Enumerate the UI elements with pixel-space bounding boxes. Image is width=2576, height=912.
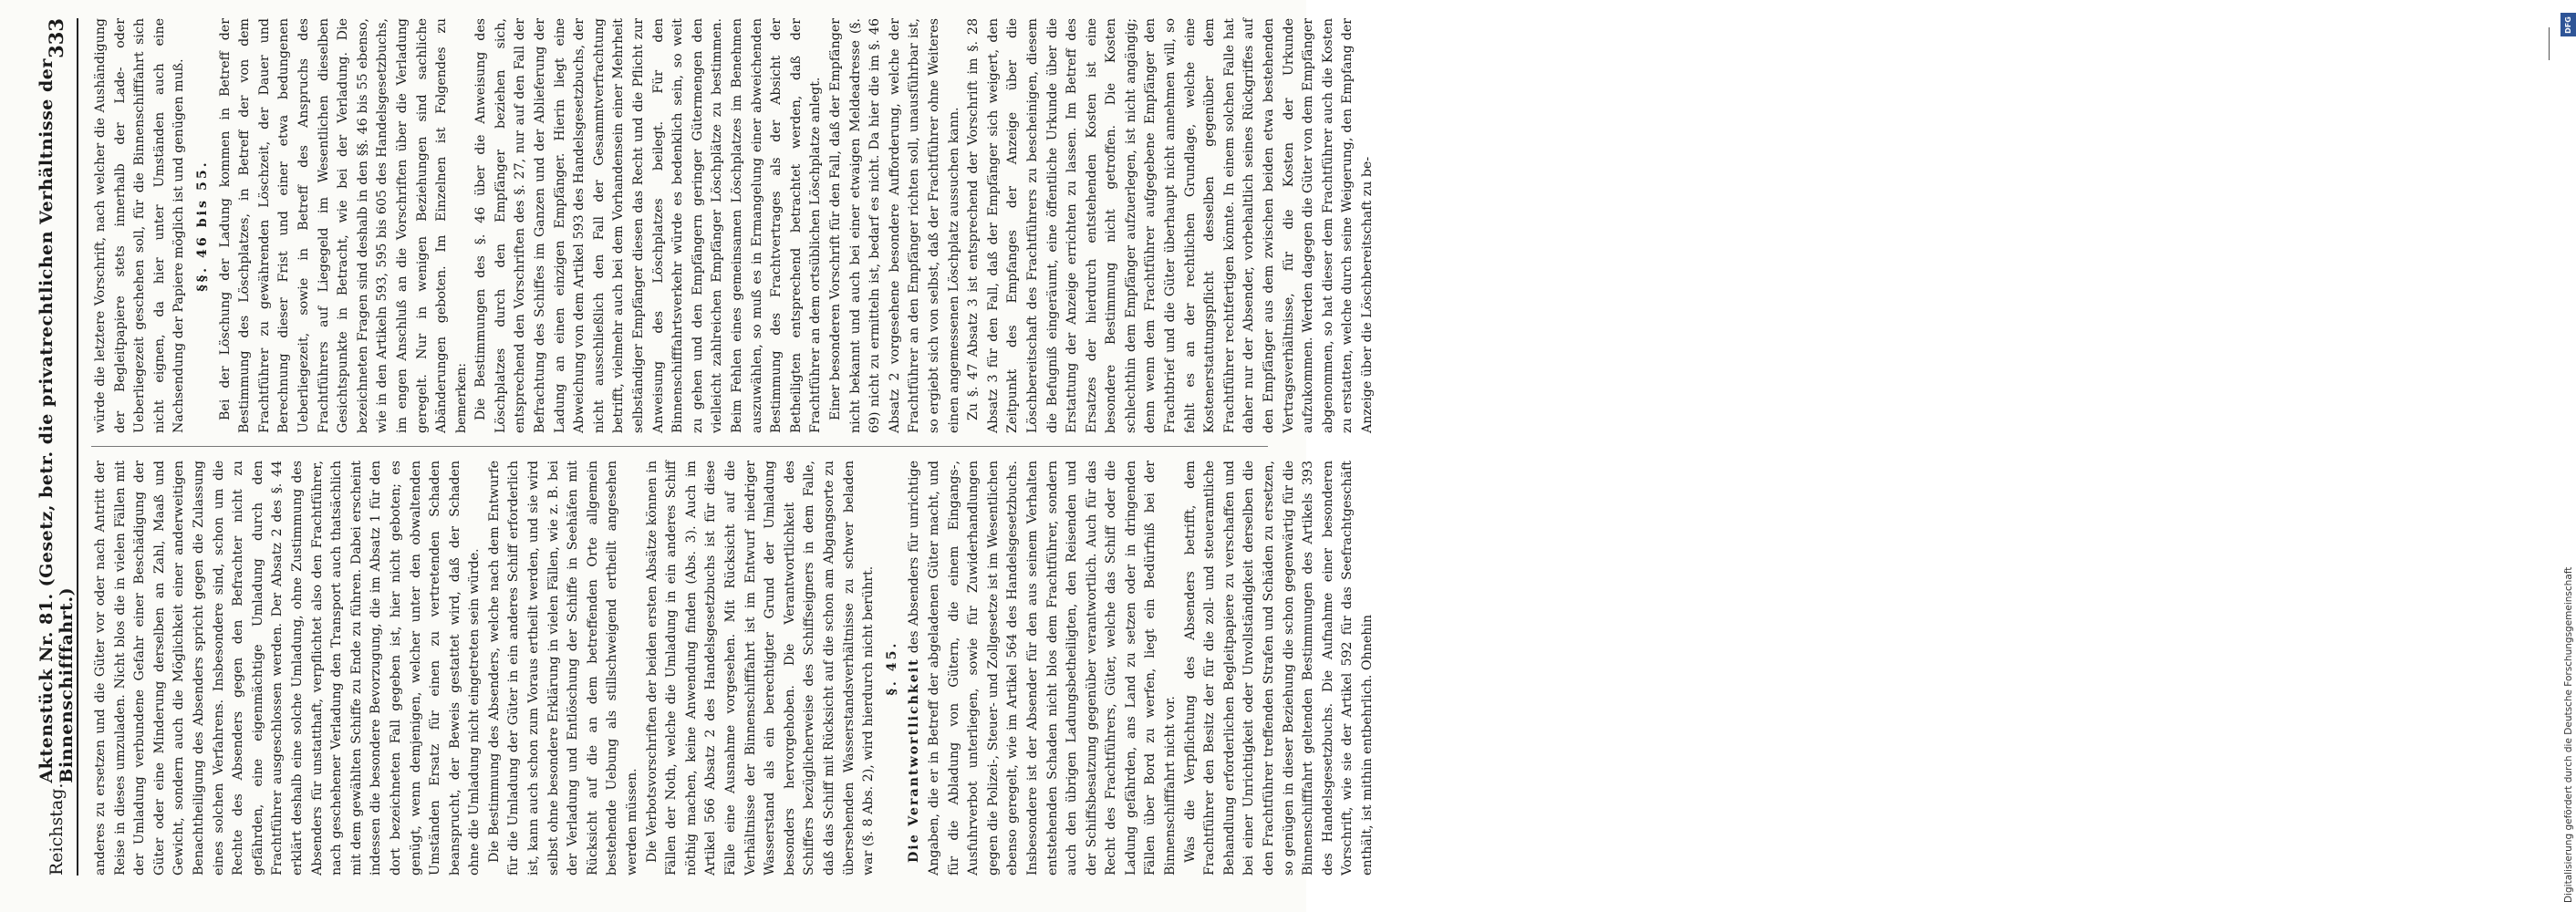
paragraph-lead: Die Verantwortlichkeit	[907, 658, 922, 863]
paragraph: anderes zu ersetzen und die Güter vor oder nach Antritt der Reise in dieses umzuladen. Nicht blos die in vielen Fällen mit der Umladung verbundene Gefahr einer Beschädigung der Güter oder eine Minderung derselben an Zahl, Maaß und Gewicht, sondern auch die Möglichkeit einer anderweitigen Benachtheiligung des Absenders spricht gegen die Zulassung eines solchen Verfahrens. Insbesondere sind, schon um die Rechte des Absenders gegen den Befrachter nicht zu gefährden, eine eigenmächtige Umladung durch den Frachtführer ausgeschlossen werden. Der Absatz 2 des §. 44 erklärt deshalb eine solche Umladung, ohne Zustimmung des Absenders für unstatthaft, verpflichtet also den Frachtführer, nach geschehener Verladung den Transport auch thatsächlich mit dem gewählten Schiffe zu Ende zu führen. Dabei erscheint indessen die besondere Bevorzugung, die im Absatz 1 für den dort bezeichneten Fall gegeben ist, hier nicht geboten; es genügt, wenn demjenigen, welcher unter den obwaltenden Umständen Ersatz für einen zu vertretenden Schaden beansprucht, der Beweis gestattet wird, daß der Schaden ohne die Umladung nicht eingetreten sein würde.	[93, 461, 483, 876]
running-header	[36, 18, 78, 876]
text-column-right	[91, 18, 1375, 433]
header-left: Reichstag.	[47, 782, 67, 876]
dfg-logo-icon	[2560, 13, 2576, 36]
paragraph: Zu §. 47 Absatz 3 ist entsprechend der Vorschrift im §. 28 Absatz 3 für den Fall, daß der Empfänger sich weigert, den Zeitpunkt des Empfanges der Anzeige über die Löschbereitschaft des Frachtführers zu bescheinigen, diesem die Befugniß eingeräumt, eine öffentliche Urkunde über die Erstattung der Anzeige errichten zu lassen. Im Betreff des Ersatzes der hierdurch entstehenden Kosten ist eine besondere Bestimmung nicht getroffen. Die Kosten schlechthin dem Empfänger aufzuerlegen, ist nicht angängig; denn wenn dem Frachtführer aufgegebene Empfänger den Frachtbrief und die Güter überhaupt nicht annehmen will, so fehlt es an der rechtlichen Grundlage, welche eine Kostenerstattungspflicht desselben gegenüber dem Frachtführer rechtfertigen könnte. In einem solchen Falle hat daher nur der Absender, vorbehaltlich seines Rückgriffes auf den Empfänger aus dem zwischen beiden etwa bestehenden Vertragsverhältnisse, für die Kosten der Urkunde aufzukommen. Werden dagegen die Güter von dem Empfänger abgenommen, so hat dieser dem Frachtführer auch die Kosten zu erstatten, welche durch seine Weigerung, den Empfang der Anzeige über die Löschbereitschaft zu be-	[966, 18, 1375, 433]
text-column-left	[91, 461, 1375, 876]
paragraph: Die Bestimmungen des §. 46 über die Anweisung des Löschplatzes durch den Empfänger beziehen sich, entsprechend den Vorschriften des §. 27, nur auf den Fall der Befrachtung des Schiffes im Ganzen und der Ablieferung der Ladung an einen einzigen Empfänger. Hierin liegt eine Abweichung von dem Artikel 593 des Handelsgesetzbuchs, der nicht ausschließlich den Fall der Gesammtverfrachtung betrifft, vielmehr auch bei dem Vorhandensein einer Mehrheit selbständiger Empfänger diesen das Recht und die Pflicht zur Anweisung des Löschplatzes beilegt. Für den Binnenschifffahrtsverkehr würde es bedenklich sein, so weit zu gehen und den Empfängern geringer Gütermengen den vielleicht zahlreichen Empfänger Löschplätze zu bestimmen. Beim Fehlen eines gemeinsamen Löschplatzes im Benehmen auszuwählen, so muß es in Ermangelung einer abweichenden Bestimmung des Frachtvertrages als der Absicht der Betheiligten entsprechend betrachtet werden, daß der Frachtführer an dem ortsüblichen Löschplatze anlegt.	[473, 18, 824, 433]
paragraph: würde die letztere Vorschrift, nach welcher die Aushändigung der Begleitpapiere stets innerhalb der Lade- oder Ueberliegezeit geschehen soll, für die Binnenschifffahrt sich nicht eignen, da hier unter Umständen auch eine Nachsendung der Papiere möglich ist und genügen muß.	[93, 18, 187, 433]
header-title: Aktenstück Nr. 81. (Gesetz, betr. die privatrechtlichen Verhältnisse der Binnenschifffahrt.)	[36, 58, 77, 783]
paragraph: Bei der Löschung der Ladung kommen in Betreff der Bestimmung des Löschplatzes, in Betreff der von dem Frachtführer zu gewährenden Löschzeit, der Dauer und Berechnung dieser Frist und einer etwa bedungenen Ueberliegezeit, sowie in Betreff des Anspruchs des Frachtführers auf Liegegeld im Wesentlichen dieselben Gesichtspunkte in Betracht, wie bei der Verladung. Die bezeichneten Fragen sind deshalb in den §§. 46 bis 55 ebenso, wie in den Artikeln 593, 595 bis 605 des Handelsgesetzbuchs, im engen Anschluß an die Vorschriften über die Verladung geregelt. Nur in wenigen Beziehungen sind sachliche Abänderungen geboten. Im Einzelnen ist Folgendes zu bemerken:	[217, 18, 469, 433]
paragraph-text: des Absenders für unrichtige Angaben, die er in Betreff der abgeladenen Güter macht, und für die Abladung von Gütern, die einem Eingangs-, Ausfuhrverbot unterliegen, sowie für Zuwiderhandlungen gegen die Polizei-, Steuer- und Zollgesetze ist im Wesentlichen ebenso geregelt, wie im Artikel 564 des Handelsgesetzbuchs. Insbesondere ist der Absender für den aus seinem Verhalten entstehenden Schaden nicht blos dem Frachtführer, sondern auch den übrigen Ladungsbetheiligten, den Reisenden und der Schiffsbesatzung gegenüber verantwortlich. Auch für das Recht des Frachtführers, Güter, welche das Schiff oder die Ladung gefährden, ans Land zu setzen oder in dringenden Fällen über Bord zu werfen, liegt ein Bedürfniß bei der Binnenschifffahrt nicht vor.	[907, 461, 1179, 876]
column-divider	[91, 446, 1268, 447]
crop-mark	[2549, 27, 2550, 60]
rotated-page	[36, 18, 1375, 876]
paragraph: Die Verbotsvorschriften der beiden ersten Absätze können in Fällen der Noth, welche die Umladung in ein anderes Schiff nöthig machen, keine Anwendung finden (Abs. 3). Auch im Artikel 566 Absatz 2 des Handelsgesetzbuchs ist für diese Fälle eine Ausnahme vorgesehen. Mit Rücksicht auf die Verhältnisse der Binnenschifffahrt ist im Entwurf niedriger Wasserstand als ein berechtigter Grund der Umladung besonders hervorgehoben. Die Verantwortlichkeit des Schiffers bezüglicherweise des Schiffseigners in dem Falle, daß das Schiff mit Rücksicht auf die schon am Abgangsorte zu übersehenden Wasserstandsverhältnisse zu schwer beladen war (§. 8 Abs. 2), wird hierdurch nicht berührt.	[644, 461, 877, 876]
paragraph: Einer besonderen Vorschrift für den Fall, daß der Empfänger nicht bekannt und auch bei einer etwaigen Meldeadresse (§. 69) nicht zu ermitteln ist, bedarf es nicht. Da hier die im §. 46 Absatz 2 vorgesehene besondere Aufforderung, welche der Frachtführer an den Empfänger richten soll, unausführbar ist, so ergiebt sich von selbst, daß der Frachtführer ohne Weiteres einen angemessenen Löschplatz aussuchen kann.	[827, 18, 961, 433]
page-number: 333	[45, 18, 68, 58]
section-heading: §. 45.	[884, 640, 899, 696]
digitization-credit: Digitalisierung gefördert durch die Deutsche Forschungsgemeinschaft	[2563, 566, 2574, 903]
section-heading: §§. 46 bis 55.	[194, 160, 210, 292]
dfg-logo-text: DFG	[2564, 16, 2573, 34]
paragraph	[905, 461, 1180, 876]
paragraph: Was die Verpflichtung des Absenders betrifft, dem Frachtführer den Besitz der für die zoll- und steueramtliche Behandlung erforderlichen Begleitpapiere zu verschaffen und bei einer Unrichtigkeit oder Unvollständigkeit derselben die den Frachtführer treffenden Strafen und Schäden zu ersetzen, so genügen in dieser Beziehung die schon gegenwärtig für die Binnenschifffahrt geltenden Bestimmungen des Artikels 393 des Handelsgesetzbuchs. Die Aufnahme einer besonderen Vorschrift, wie sie der Artikel 592 für das Seefrachtgeschäft enthält, ist mithin entbehrlich. Ohnehin	[1182, 461, 1375, 876]
paragraph: Die Bestimmung des Absenders, welche nach dem Entwurfe für die Umladung der Güter in ein anderes Schiff erforderlich ist, kann auch schon zum Voraus ertheilt werden, und sie wird selbst ohne besondere Erklärung in vielen Fällen, wie z. B. bei der Verladung und Entlöschung der Schiffe in Seehäfen mit Rücksicht auf die an dem betreffenden Orte allgemein bestehende Uebung als stillschweigend ertheilt angesehen werden müssen.	[486, 461, 640, 876]
